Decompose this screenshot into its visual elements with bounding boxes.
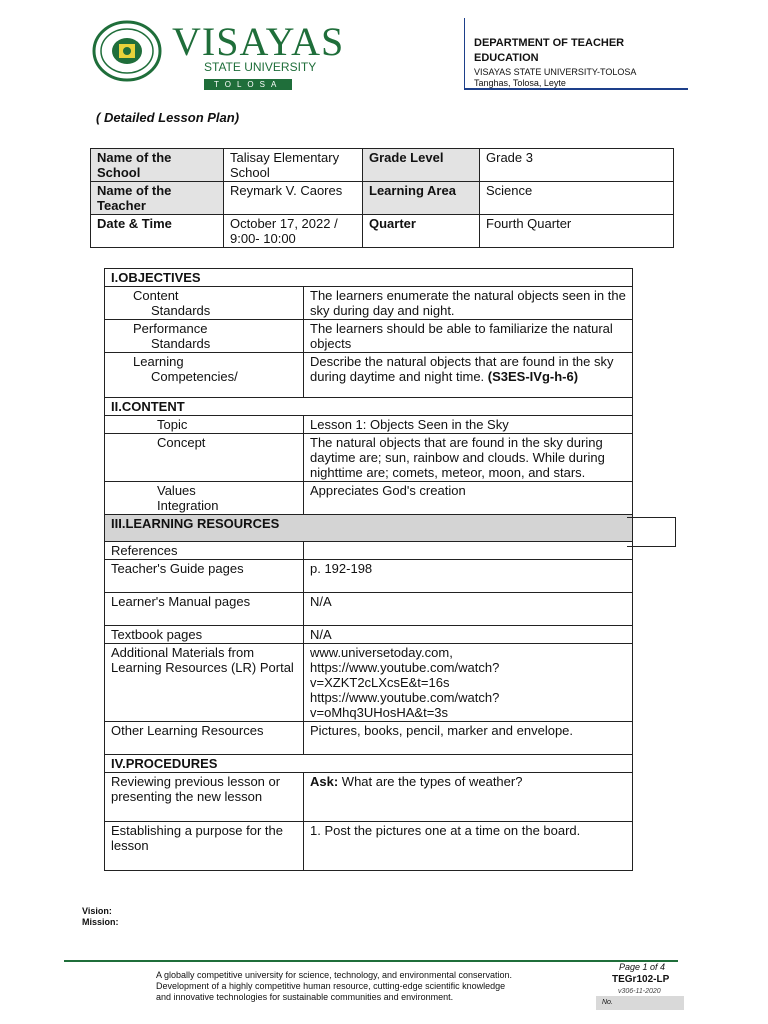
values-integration-label-line1: Values [157,483,196,498]
learning-competencies-label [105,353,304,398]
additional-materials-label: Additional Materials from Learning Resources (LR) Portal [105,644,304,722]
performance-standards-label [105,320,304,353]
content-standards-label-line1: Content [133,288,179,303]
references-value [304,542,633,560]
campus-name: VISAYAS STATE UNIVERSITY-TOLOSA [474,67,637,77]
reviewing-label: Reviewing previous lesson or presenting the new lesson [105,773,304,822]
references-label: References [105,542,304,560]
learning-area-label: Learning Area [363,182,480,215]
teacher-value: Reymark V. Caores [224,182,363,215]
learning-resources-heading: III.LEARNING RESOURCES [105,515,633,542]
textbook-label: Textbook pages [105,626,304,644]
campus-location: Tanghas, Tolosa, Leyte [474,78,566,88]
footer-statement [156,970,512,1003]
lr-link-3: https://www.youtube.com/watch?v=oMhq3UHosHA&t=3s [310,690,500,720]
learners-manual-value: N/A [304,593,633,626]
values-integration-label-line2: Integration [157,498,219,513]
performance-standards-label-line1: Performance [133,321,208,336]
performance-standards-label-line2: Standards [151,336,211,351]
page-number: Page 1 of 4 [619,962,666,972]
date-time-label: Date & Time [91,215,224,248]
content-standards-label-line2: Standards [151,303,211,318]
teachers-guide-label: Teacher's Guide pages [105,560,304,593]
lr-link-2: https://www.youtube.com/watch?v=XZKT2cLXcsE&t=16s [310,660,500,690]
footer-line-1: A globally competitive university for science, technology, and environmental conservation. [156,970,513,980]
grade-value: Grade 3 [480,149,674,182]
header-vertical-rule [464,18,465,88]
topic-value: Lesson 1: Objects Seen in the Sky [304,416,633,434]
lesson-plan-table [104,268,633,871]
learners-manual-label: Learner's Manual pages [105,593,304,626]
quarter-label: Quarter [363,215,480,248]
footer-line-2: Development of a highly competitive human resource, cutting-edge scientific knowledge [156,981,506,991]
date-time-value [224,215,363,248]
objectives-heading: I.OBJECTIVES [105,269,633,287]
content-heading: II.CONTENT [105,398,633,416]
brand-name: VISAYAS [172,19,345,64]
content-standards-label [105,287,304,320]
procedures-heading: IV.PROCEDURES [105,755,633,773]
document-code: TEGr102-LP [612,974,670,985]
learning-competencies-label-line1: Learning [133,354,184,369]
competency-text: Describe the natural objects that are found in the sky during daytime and night time. [310,354,614,384]
mission-label: Mission: [82,917,119,927]
table-overflow-box [627,517,676,547]
university-wordmark [172,19,345,92]
department-name: DEPARTMENT OF TEACHER EDUCATION [474,37,625,64]
lesson-info-table [90,148,674,248]
university-seal-logo [92,20,162,82]
teacher-label: Name of the Teacher [91,182,224,215]
performance-standards-value: The learners should be able to familiarize the natural objects [304,320,633,353]
date-value: October 17, 2022 / [230,216,338,231]
learning-competencies-label-line2: Competencies/ [151,369,238,384]
topic-label: Topic [105,416,304,434]
purpose-label: Establishing a purpose for the lesson [105,822,304,871]
time-value: 9:00- 10:00 [230,231,296,246]
other-resources-label: Other Learning Resources [105,722,304,755]
grade-label: Grade Level [363,149,480,182]
purpose-value: 1. Post the pictures one at a time on the board. [304,822,633,871]
learning-area-value: Science [480,182,674,215]
vision-mission [82,906,119,928]
values-integration-label [105,482,304,515]
quarter-value: Fourth Quarter [480,215,674,248]
ask-question: What are the types of weather? [338,774,523,789]
control-number-box: No. [596,996,684,1010]
footer-line-3: and innovative technologies for sustainable communities and environment. [156,992,454,1002]
school-label: Name of the School [91,149,224,182]
lr-link-1: www.universetoday.com, [310,645,453,660]
values-integration-value: Appreciates God's creation [304,482,633,515]
vision-label: Vision: [82,906,112,916]
document-version: v306-11-2020 [618,988,661,995]
additional-materials-value [304,644,633,722]
competency-code: (S3ES-IVg-h-6) [487,369,579,384]
other-resources-value: Pictures, books, pencil, marker and envelope. [304,722,633,755]
teachers-guide-value: p. 192-198 [304,560,633,593]
content-standards-value: The learners enumerate the natural objects seen in the sky during day and night. [304,287,633,320]
concept-value: The natural objects that are found in the sky during daytime are; sun, rainbow and clouds. While during nighttime are; comets, meteor, moon, and stars. [304,434,633,482]
reviewing-value [304,773,633,822]
brand-campus: TOLOSA [204,79,292,90]
plan-title: ( Detailed Lesson Plan) [96,110,240,125]
ask-label: Ask: [310,774,339,789]
brand-subtitle: STATE UNIVERSITY [204,60,317,74]
school-value: Talisay Elementary School [224,149,363,182]
footer-rule [64,960,678,962]
concept-label: Concept [105,434,304,482]
learning-competencies-value [304,353,633,398]
campus-address [474,67,636,89]
textbook-value: N/A [304,626,633,644]
